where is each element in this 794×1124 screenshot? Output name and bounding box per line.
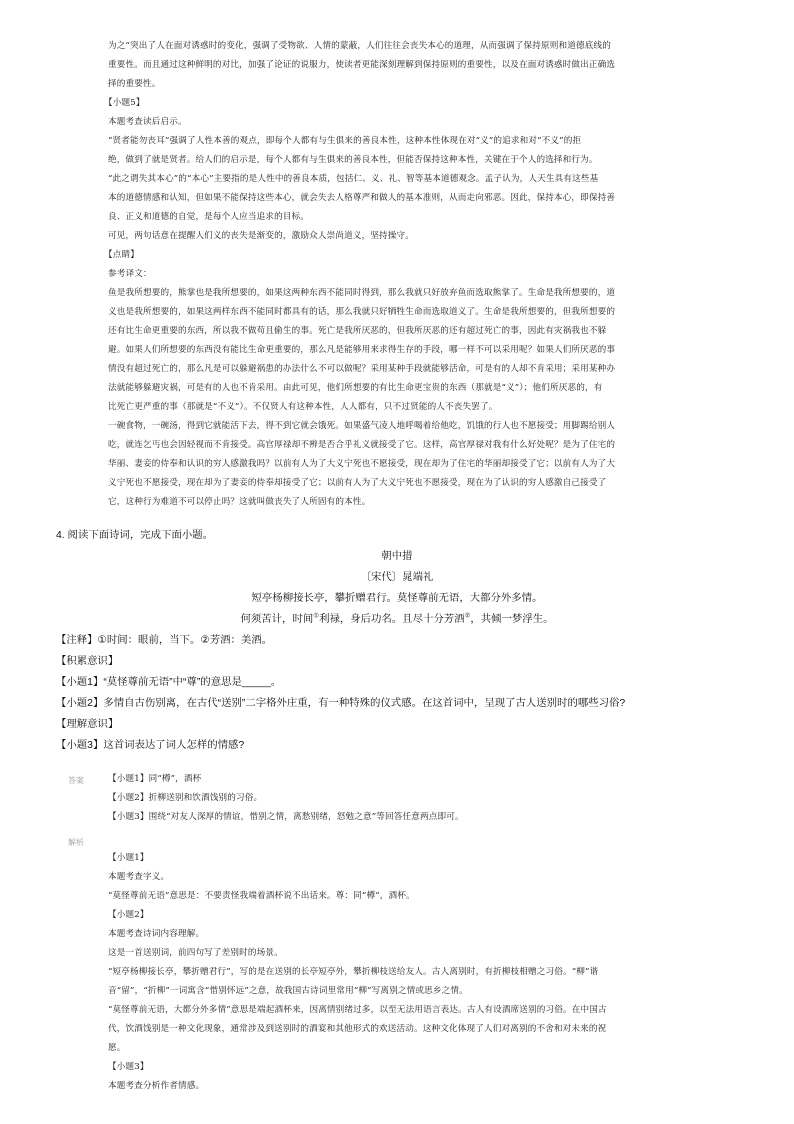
poem-author: 〔宋代〕晁端礼 (360, 572, 434, 583)
text-line: 本题考查读后启示。 (108, 117, 187, 127)
text-line: 可见，两句话意在提醒人们义的丧失是渐变的，激励众人崇尚道义，坚持操守。 (108, 231, 415, 241)
analysis-line: “短亭杨柳接长亭，攀折赠君行”，写的是在送别的长亭短亭外，攀折柳枝送给友人。古人离别时，有折柳枝相赠之习俗。“柳”谐 (108, 967, 599, 977)
poem-line (0, 612, 794, 625)
analysis-line: 本题考查分析作者情感。 (108, 1081, 205, 1091)
poem-line-part: 何须苦计，时间 (240, 614, 314, 625)
subquestion-3: 【小题3】这首词表达了词人怎样的情感? (56, 740, 245, 751)
question-heading: 4. 阅读下面诗词，完成下面小题。 (56, 530, 214, 541)
section-label: 【理解意识】 (56, 719, 119, 730)
note-marker: ② (464, 612, 471, 620)
subquestion-2: 【小题2】多情自古伤别离，在古代“送别”二字格外庄重，有一种特殊的仪式感。在这首词中，呈现了古人送别时的哪些习俗? (56, 698, 626, 709)
text-line: 择的重要性。 (108, 79, 161, 89)
analysis-side-label: 解析 (68, 838, 84, 847)
poem-line-part: ，共倾一梦浮生。 (470, 614, 554, 625)
answer-line: 【小题2】折柳送别和饮酒饯别的习俗。 (108, 793, 263, 803)
answer-line: 【小题3】围绕“对友人深厚的情谊，惜别之情，离愁别绪，怒勉之意”等回答任意两点即可。 (108, 812, 464, 822)
text-line: 比死亡更严重的事（那就是“不义”）。不仅贤人有这种本性，人人都有，只不过贤能的人不丧失罢了。 (108, 402, 498, 412)
text-line: 本的道德情感和认知，但如果不能保持这些本心，就会失去人格尊严和做人的基本准则，从而走向邪恶。因此，保持本心，即保持善 (108, 193, 616, 203)
analysis-line: 音“留”，“折柳”一词寓含“惜别怀远”之意，故我国古诗词里常用“柳”写离别之情或思乡之情。 (108, 986, 468, 996)
poem-line-part: 利禄，身后功名。且尽十分芳酒 (319, 614, 465, 625)
text-line: 法就能够躲避灾祸，可是有的人也不肯采用。由此可见，他们所想要的有比生命更宝贵的东西（那就是“义”）；他们所厌恶的，有 (108, 383, 603, 393)
analysis-line: “莫怪尊前无语，大都分外多情”意思是端起酒杯来，因离情别绪过多，以至无法用语言表达。古人有设酒席送别的习俗。在中国古 (108, 1005, 607, 1015)
note-marker: ① (313, 612, 320, 620)
answer-side-label: 答案 (68, 776, 84, 785)
text-line: 鱼是我所想要的，熊掌也是我所想要的，如果这两种东西不能同时得到，那么我就只好放弃鱼而选取熊掌了。生命是我所想要的，道 (108, 288, 616, 298)
text-line: 义宁死也不愿接受，现在却为了妻妾的侍奉却接受了它；以前有人为了大义宁死也不愿接受，现在为了认识的穷人感激自己接受了 (108, 478, 607, 488)
text-line: 重要性。而且通过这种鲜明的对比，加强了论证的说服力，使读者更能深刻理解到保持原则的重要性，以及在面对诱惑时做出正确选 (108, 60, 616, 70)
text-line: “此之谓失其本心”的“本心”主要指的是人性中的善良本质，包括仁、义、礼、智等基本道德观念。孟子认为，人天生具有这些基 (108, 174, 599, 184)
analysis-line: 本题考查诗词内容理解。 (108, 929, 205, 939)
subquestion-label: 【小题5】 (104, 98, 145, 108)
text-line: 还有比生命更重要的东西，所以我不做苟且偷生的事。死亡是我所厌恶的，但我所厌恶的还有超过死亡的事，因此有灾祸我也不躲 (108, 326, 607, 336)
analysis-line: 这是一首送别词，前四句写了差别时的场景。 (108, 948, 283, 958)
answer-line: 【小题1】同“樽”，酒杯 (108, 774, 202, 784)
section-label: 【积累意识】 (56, 656, 119, 667)
text-line: 义也是我所想要的，如果这两样东西不能同时都具有的话，那么我就只好牺牲生命而选取道义了。生命是我所想要的，但我所想要的 (108, 307, 616, 317)
text-line: 它，这种行为难道不可以停止吗？这就叫做丧失了人所固有的本性。 (108, 497, 371, 507)
text-line: 为之”突出了人在面对诱惑时的变化，强调了受物欲、人情的蒙蔽，人们往往会丧失本心的道理，从而强调了保持原则和道德底线的 (108, 41, 611, 51)
text-line: 参考译文： (108, 269, 152, 279)
text-line: 吃，就连乞丐也会因轻视而不肯接受。高官厚禄却不辨是否合乎礼义就接受了它。这样，高官厚禄对我有什么好处呢？是为了住宅的 (108, 440, 616, 450)
text-line: 良、正义和道德的自觉，是每个人应当追求的目标。 (108, 212, 310, 222)
analysis-line: 代，饮酒饯别是一种文化现象，通常涉及到送别时的酒宴和其他形式的欢送活动。这种文化体现了人们对离别的不舍和对未来的祝 (108, 1024, 607, 1034)
poem-line: 短亭杨柳接长亭，攀折赠君行。莫怪尊前无语，大都分外多情。 (251, 593, 543, 604)
text-line: 一碗食物，一碗汤，得到它就能活下去，得不到它就会饿死。如果盛气凌人地呼喝着给他吃，饥饿的行人也不愿接受；用脚踢给别人 (108, 421, 616, 431)
text-line: “贤者能勿丧耳”强调了人性本善的观点，即每个人都有与生俱来的善良本性，这种本性体现在对“义”的追求和对“不义”的拒 (108, 136, 582, 146)
subquestion-1: 【小题1】“莫怪尊前无语”中“尊”的意思是_____。 (56, 677, 282, 688)
text-line: 华丽、妻妾的侍奉和认识的穷人感激我吗？以前有人为了大义宁死也不愿接受，现在却为了住宅的华丽却接受了它；以前有人为了大 (108, 459, 616, 469)
analysis-line: 【小题2】 (108, 910, 149, 920)
analysis-line: 愿。 (108, 1043, 126, 1053)
text-line: 避。如果人们所想要的东西没有能比生命更重要的，那么凡是能够用来求得生存的手段，哪一样不可以采用呢？如果人们所厌恶的事 (108, 345, 616, 355)
poem-title: 朝中措 (381, 551, 413, 562)
poem-notes: 【注释】①时间：眼前，当下。②芳酒：美酒。 (56, 635, 273, 646)
analysis-line: 【小题3】 (108, 1062, 149, 1072)
text-line: 情没有超过死亡的，那么凡是可以躲避祸患的办法什么不可以做呢？采用某种手段就能够活命，可是有的人却不肯采用；采用某种办 (108, 364, 616, 374)
analysis-line: 本题考查字义。 (108, 872, 170, 882)
analysis-line: 【小题1】 (108, 853, 149, 863)
dianjing-label: 【点睛】 (104, 250, 139, 260)
analysis-line: “莫怪尊前无语”意思是：不要责怪我端着酒杯说不出话来。尊：同“樽”，酒杯。 (108, 891, 415, 901)
text-line: 绝，做到了就是贤者。给人们的启示是，每个人都有与生俱来的善良本性，但能否保持这种本性，关键在于个人的选择和行为。 (108, 155, 598, 165)
